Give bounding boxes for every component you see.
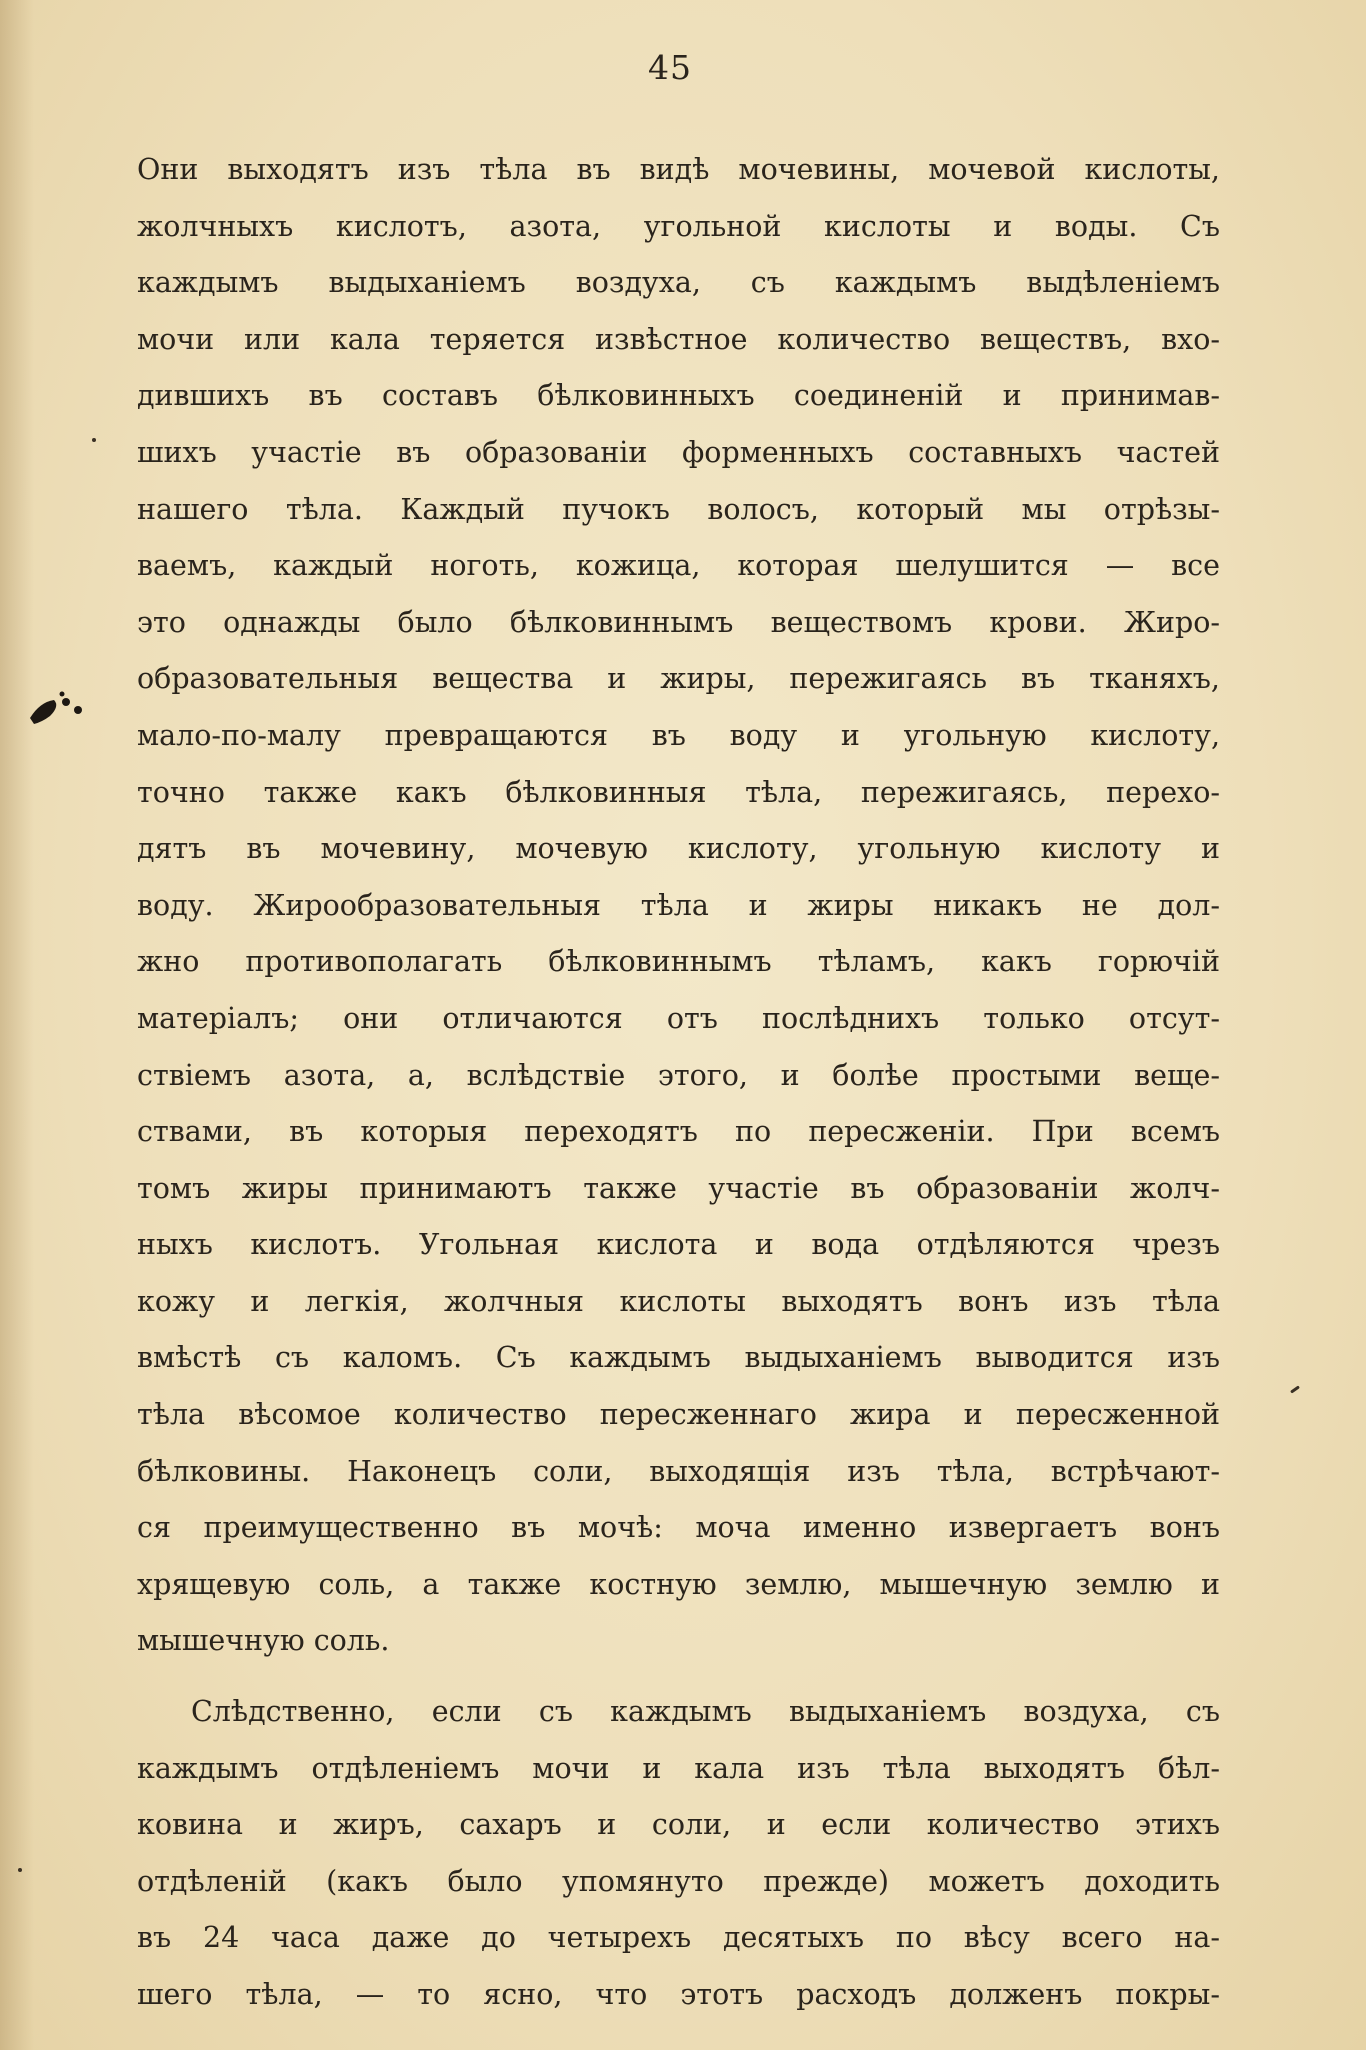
text-line: ствіемъ азота, а, вслѣдствіе этого, и болѣе простыми веще- xyxy=(137,1058,1220,1092)
body-text xyxy=(137,142,1220,2024)
text-line: Они выходятъ изъ тѣла въ видѣ мочевины, мочевой кислоты, xyxy=(137,153,1220,186)
text-line: мочи или кала теряется извѣстное количество веществъ, вхо- xyxy=(137,322,1220,356)
text-line: воду. Жирообразовательныя тѣла и жиры никакъ не дол- xyxy=(137,888,1220,922)
text-line: каждымъ выдыханіемъ воздуха, съ каждымъ выдѣленіемъ xyxy=(137,266,1220,300)
text-line: тѣла вѣсомое количество пересженнаго жира и пересженной xyxy=(137,1398,1220,1432)
text-line: ся преимущественно въ мочѣ: моча именно извергаетъ вонъ xyxy=(137,1511,1220,1545)
text-line: это однажды было бѣлковиннымъ веществомъ крови. Жиро- xyxy=(137,605,1220,639)
text-line: ковина и жиръ, сахаръ и соли, и если количество этихъ xyxy=(137,1808,1220,1842)
text-line: ныхъ кислотъ. Угольная кислота и вода отдѣляются чрезъ xyxy=(137,1228,1220,1262)
text-line: каждымъ отдѣленіемъ мочи и кала изъ тѣла выходятъ бѣл- xyxy=(137,1751,1220,1785)
text-line: Слѣдственно, если съ каждымъ выдыханіемъ воздуха, съ xyxy=(191,1695,1220,1729)
text-line: ствами, въ которыя переходятъ по пересженіи. При всемъ xyxy=(137,1115,1220,1149)
text-line: дятъ въ мочевину, мочевую кислоту, угольную кислоту и xyxy=(137,832,1220,866)
page-edge-shadow xyxy=(0,0,34,2050)
text-line: точно также какъ бѣлковинныя тѣла, пережигаясь, перехо- xyxy=(137,775,1220,809)
text-line: отдѣленій (какъ было упомянуто прежде) можетъ доходить xyxy=(137,1864,1220,1898)
margin-speck xyxy=(1290,1385,1300,1393)
text-line: жно противополагать бѣлковиннымъ тѣламъ, какъ горючій xyxy=(137,945,1220,979)
paragraph xyxy=(137,142,1220,1670)
text-line: образовательныя вещества и жиры, пережигаясь въ тканяхъ, xyxy=(137,662,1220,696)
text-line: томъ жиры принимаютъ также участіе въ образованіи жолч- xyxy=(137,1171,1220,1205)
text-line: мышечную соль. xyxy=(137,1624,390,1658)
text-line: матеріалъ; они отличаются отъ послѣднихъ только отсут- xyxy=(137,1001,1220,1035)
text-line: шего тѣла, — то ясно, что этотъ расходъ долженъ покры- xyxy=(137,1978,1220,2011)
text-line: шихъ участіе въ образованіи форменныхъ составныхъ частей xyxy=(137,435,1220,469)
text-line: жолчныхъ кислотъ, азота, угольной кислоты и воды. Съ xyxy=(137,209,1220,243)
text-line: хрящевую соль, а также костную землю, мышечную землю и xyxy=(137,1567,1220,1601)
text-line: бѣлковины. Наконецъ соли, выходящія изъ тѣла, встрѣчают- xyxy=(137,1454,1220,1488)
text-line: кожу и легкія, жолчныя кислоты выходятъ вонъ изъ тѣла xyxy=(137,1284,1220,1318)
page-number: 45 xyxy=(648,48,692,87)
text-line: мало-по-малу превращаются въ воду и угольную кислоту, xyxy=(137,718,1220,752)
paragraph xyxy=(137,1684,1220,2024)
margin-speck xyxy=(92,438,96,442)
ink-blot-mark xyxy=(26,688,90,728)
text-line: нашего тѣла. Каждый пучокъ волосъ, который мы отрѣзы- xyxy=(137,492,1220,526)
margin-speck xyxy=(18,1868,22,1872)
text-line: въ 24 часа даже до четырехъ десятыхъ по вѣсу всего на- xyxy=(137,1921,1220,1955)
text-line: вмѣстѣ съ каломъ. Съ каждымъ выдыханіемъ выводится изъ xyxy=(137,1341,1220,1375)
text-line: дившихъ въ составъ бѣлковинныхъ соединеній и принимав- xyxy=(137,379,1220,413)
text-line: ваемъ, каждый ноготь, кожица, которая шелушится — все xyxy=(137,549,1220,583)
